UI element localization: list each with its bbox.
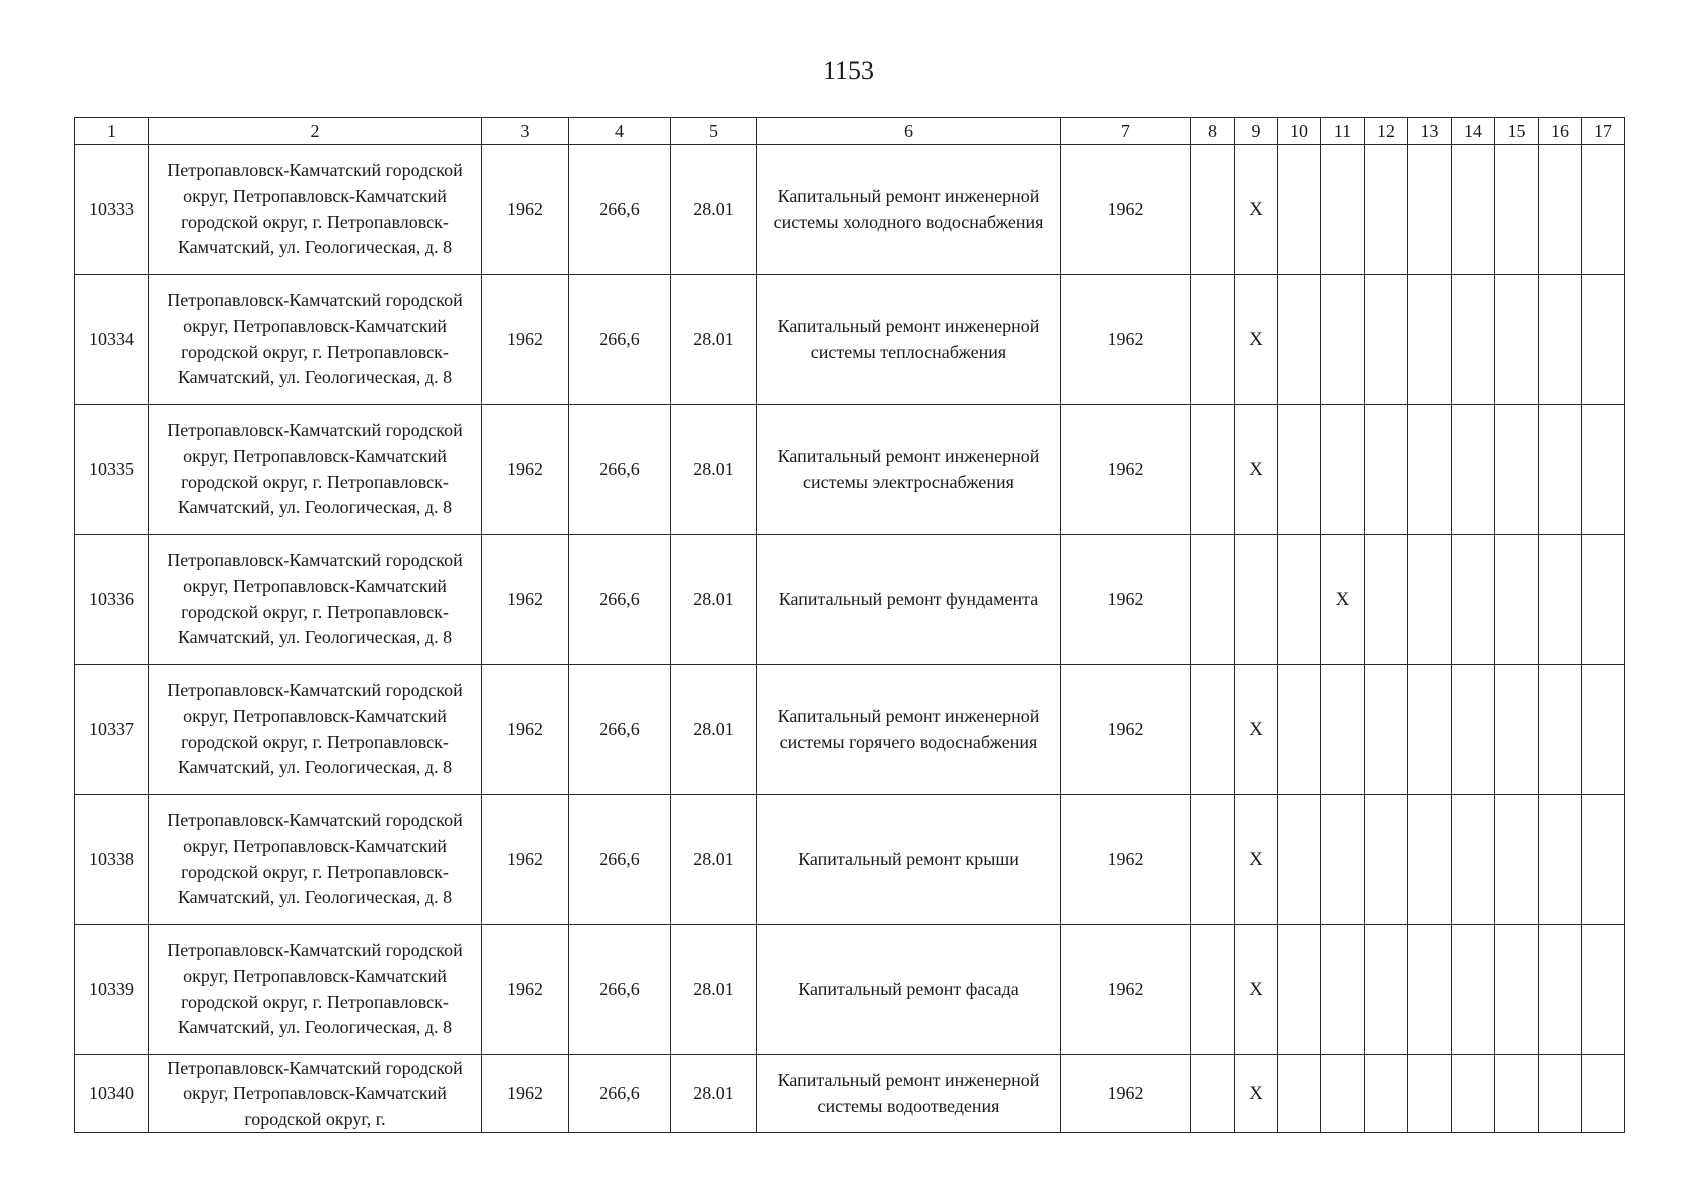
work-type-cell: Капитальный ремонт инженерной системы холодного водоснабжения	[757, 145, 1061, 275]
mark-cell-col-14	[1452, 925, 1495, 1055]
mark-cell-col-9	[1235, 535, 1278, 665]
year-cell-2: 1962	[1061, 145, 1191, 275]
mark-cell-col-14	[1452, 145, 1495, 275]
mark-cell-col-15	[1495, 405, 1539, 535]
area-cell: 266,6	[569, 145, 671, 275]
column-header-3: 3	[482, 118, 569, 145]
mark-cell-col-11	[1321, 405, 1365, 535]
mark-cell-col-12	[1365, 405, 1408, 535]
row-number: 10335	[75, 405, 149, 535]
column-header-1: 1	[75, 118, 149, 145]
work-type-cell: Капитальный ремонт инженерной системы теплоснабжения	[757, 275, 1061, 405]
mark-cell-col-12	[1365, 665, 1408, 795]
column-header-2: 2	[149, 118, 482, 145]
mark-cell-col-15	[1495, 275, 1539, 405]
mark-cell-col-11	[1321, 145, 1365, 275]
address-text: Петропавловск-Камчатский городской округ, Петропавловск-Камчатский городской округ, г. Петропавловск-Камчатский, ул. Геологическая, д. 8	[167, 160, 463, 258]
mark-cell-col-15	[1495, 665, 1539, 795]
mark-cell-col-15	[1495, 1055, 1539, 1133]
table-row	[75, 145, 1625, 275]
mark-cell-col-12	[1365, 145, 1408, 275]
mark-cell-col-8	[1191, 925, 1235, 1055]
row-number: 10339	[75, 925, 149, 1055]
work-type-cell: Капитальный ремонт инженерной системы водоотведения	[757, 1055, 1061, 1133]
mark-cell-col-14	[1452, 1055, 1495, 1133]
mark-cell-col-10	[1278, 665, 1321, 795]
table-row	[75, 405, 1625, 535]
column-header-5: 5	[671, 118, 757, 145]
table-body	[75, 145, 1625, 1133]
row-number: 10338	[75, 795, 149, 925]
address-cell	[149, 535, 482, 665]
mark-cell-col-12	[1365, 925, 1408, 1055]
mark-cell-col-9: X	[1235, 275, 1278, 405]
column-header-7: 7	[1061, 118, 1191, 145]
column-header-13: 13	[1408, 118, 1452, 145]
mark-cell-col-15	[1495, 925, 1539, 1055]
table-row	[75, 925, 1625, 1055]
address-cell	[149, 1055, 482, 1133]
row-number: 10334	[75, 275, 149, 405]
year-cell: 1962	[482, 145, 569, 275]
mark-cell-col-15	[1495, 535, 1539, 665]
mark-cell-col-14	[1452, 665, 1495, 795]
address-text: Петропавловск-Камчатский городской округ, Петропавловск-Камчатский городской округ, г. Петропавловск-Камчатский, ул. Геологическая, д. 8	[167, 550, 463, 648]
mark-cell-col-13	[1408, 275, 1452, 405]
mark-cell-col-13	[1408, 1055, 1452, 1133]
year-cell-2: 1962	[1061, 1055, 1191, 1133]
mark-cell-col-11	[1321, 1055, 1365, 1133]
address-text: Петропавловск-Камчатский городской округ, Петропавловск-Камчатский городской округ, г. Петропавловск-Камчатский, ул. Геологическая, д. 8	[167, 680, 463, 778]
mark-cell-col-13	[1408, 535, 1452, 665]
mark-cell-col-11	[1321, 925, 1365, 1055]
mark-cell-col-12	[1365, 795, 1408, 925]
mark-cell-col-11	[1321, 795, 1365, 925]
mark-cell-col-16	[1539, 1055, 1582, 1133]
mark-cell-col-9: X	[1235, 925, 1278, 1055]
mark-cell-col-17	[1582, 665, 1625, 795]
mark-cell-col-16	[1539, 665, 1582, 795]
area-cell: 266,6	[569, 275, 671, 405]
year-cell-2: 1962	[1061, 275, 1191, 405]
row-number: 10337	[75, 665, 149, 795]
year-cell-2: 1962	[1061, 665, 1191, 795]
work-type-cell: Капитальный ремонт инженерной системы электроснабжения	[757, 405, 1061, 535]
column-header-14: 14	[1452, 118, 1495, 145]
mark-cell-col-8	[1191, 535, 1235, 665]
mark-cell-col-8	[1191, 145, 1235, 275]
address-text: Петропавловск-Камчатский городской округ, Петропавловск-Камчатский городской округ, г. Петропавловск-Камчатский, ул. Геологическая, д. 8	[167, 810, 463, 908]
address-cell	[149, 145, 482, 275]
mark-cell-col-10	[1278, 795, 1321, 925]
area-cell: 266,6	[569, 535, 671, 665]
work-type-cell: Капитальный ремонт крыши	[757, 795, 1061, 925]
mark-cell-col-16	[1539, 535, 1582, 665]
address-text: Петропавловск-Камчатский городской округ, Петропавловск-Камчатский городской округ, г. Петропавловск-Камчатский, ул. Геологическая, д. 8	[167, 290, 463, 388]
year-cell: 1962	[482, 275, 569, 405]
mark-cell-col-10	[1278, 405, 1321, 535]
mark-cell-col-17	[1582, 145, 1625, 275]
row-number: 10336	[75, 535, 149, 665]
year-cell: 1962	[482, 405, 569, 535]
mark-cell-col-8	[1191, 275, 1235, 405]
column-header-10: 10	[1278, 118, 1321, 145]
address-cell	[149, 795, 482, 925]
mark-cell-col-11: X	[1321, 535, 1365, 665]
address-text: Петропавловск-Камчатский городской округ, Петропавловск-Камчатский городской округ, г.	[167, 1057, 463, 1129]
year-cell: 1962	[482, 535, 569, 665]
table-row	[75, 275, 1625, 405]
year-cell-2: 1962	[1061, 535, 1191, 665]
code-cell: 28.01	[671, 275, 757, 405]
column-header-9: 9	[1235, 118, 1278, 145]
mark-cell-col-8	[1191, 665, 1235, 795]
mark-cell-col-9: X	[1235, 665, 1278, 795]
mark-cell-col-8	[1191, 1055, 1235, 1133]
table-row	[75, 665, 1625, 795]
column-header-12: 12	[1365, 118, 1408, 145]
code-cell: 28.01	[671, 665, 757, 795]
address-text: Петропавловск-Камчатский городской округ, Петропавловск-Камчатский городской округ, г. Петропавловск-Камчатский, ул. Геологическая, д. 8	[167, 420, 463, 518]
address-text: Петропавловск-Камчатский городской округ, Петропавловск-Камчатский городской округ, г. Петропавловск-Камчатский, ул. Геологическая, д. 8	[167, 940, 463, 1038]
area-cell: 266,6	[569, 925, 671, 1055]
column-header-4: 4	[569, 118, 671, 145]
column-header-15: 15	[1495, 118, 1539, 145]
code-cell: 28.01	[671, 1055, 757, 1133]
page-number: 1153	[822, 56, 875, 85]
mark-cell-col-15	[1495, 145, 1539, 275]
mark-cell-col-12	[1365, 1055, 1408, 1133]
mark-cell-col-16	[1539, 795, 1582, 925]
column-header-6: 6	[757, 118, 1061, 145]
mark-cell-col-10	[1278, 145, 1321, 275]
mark-cell-col-16	[1539, 275, 1582, 405]
area-cell: 266,6	[569, 405, 671, 535]
mark-cell-col-14	[1452, 405, 1495, 535]
row-number: 10340	[75, 1055, 149, 1133]
mark-cell-col-10	[1278, 535, 1321, 665]
register-table	[74, 117, 1625, 1133]
row-number: 10333	[75, 145, 149, 275]
table-row	[75, 535, 1625, 665]
mark-cell-col-8	[1191, 405, 1235, 535]
code-cell: 28.01	[671, 405, 757, 535]
mark-cell-col-11	[1321, 275, 1365, 405]
code-cell: 28.01	[671, 795, 757, 925]
code-cell: 28.01	[671, 535, 757, 665]
table-row	[75, 1055, 1625, 1133]
mark-cell-col-9: X	[1235, 145, 1278, 275]
address-cell	[149, 275, 482, 405]
year-cell-2: 1962	[1061, 925, 1191, 1055]
year-cell: 1962	[482, 925, 569, 1055]
mark-cell-col-11	[1321, 665, 1365, 795]
area-cell: 266,6	[569, 1055, 671, 1133]
mark-cell-col-14	[1452, 535, 1495, 665]
column-header-8: 8	[1191, 118, 1235, 145]
mark-cell-col-16	[1539, 405, 1582, 535]
mark-cell-col-16	[1539, 145, 1582, 275]
mark-cell-col-9: X	[1235, 795, 1278, 925]
column-header-16: 16	[1539, 118, 1582, 145]
year-cell-2: 1962	[1061, 795, 1191, 925]
mark-cell-col-14	[1452, 795, 1495, 925]
mark-cell-col-15	[1495, 795, 1539, 925]
mark-cell-col-17	[1582, 925, 1625, 1055]
code-cell: 28.01	[671, 925, 757, 1055]
work-type-cell: Капитальный ремонт инженерной системы горячего водоснабжения	[757, 665, 1061, 795]
year-cell: 1962	[482, 665, 569, 795]
mark-cell-col-17	[1582, 1055, 1625, 1133]
table-header	[75, 118, 1625, 145]
address-cell	[149, 405, 482, 535]
table-row	[75, 795, 1625, 925]
mark-cell-col-10	[1278, 1055, 1321, 1133]
mark-cell-col-10	[1278, 925, 1321, 1055]
mark-cell-col-13	[1408, 145, 1452, 275]
mark-cell-col-9: X	[1235, 1055, 1278, 1133]
mark-cell-col-17	[1582, 275, 1625, 405]
header-row	[75, 118, 1625, 145]
column-header-17: 17	[1582, 118, 1625, 145]
area-cell: 266,6	[569, 665, 671, 795]
code-cell: 28.01	[671, 145, 757, 275]
mark-cell-col-12	[1365, 275, 1408, 405]
mark-cell-col-13	[1408, 665, 1452, 795]
work-type-cell: Капитальный ремонт фундамента	[757, 535, 1061, 665]
year-cell-2: 1962	[1061, 405, 1191, 535]
address-cell	[149, 665, 482, 795]
area-cell: 266,6	[569, 795, 671, 925]
column-header-11: 11	[1321, 118, 1365, 145]
mark-cell-col-13	[1408, 405, 1452, 535]
mark-cell-col-9: X	[1235, 405, 1278, 535]
mark-cell-col-8	[1191, 795, 1235, 925]
year-cell: 1962	[482, 795, 569, 925]
address-cell	[149, 925, 482, 1055]
year-cell: 1962	[482, 1055, 569, 1133]
mark-cell-col-14	[1452, 275, 1495, 405]
mark-cell-col-10	[1278, 275, 1321, 405]
mark-cell-col-17	[1582, 795, 1625, 925]
mark-cell-col-12	[1365, 535, 1408, 665]
work-type-cell: Капитальный ремонт фасада	[757, 925, 1061, 1055]
mark-cell-col-13	[1408, 795, 1452, 925]
mark-cell-col-17	[1582, 405, 1625, 535]
mark-cell-col-13	[1408, 925, 1452, 1055]
mark-cell-col-16	[1539, 925, 1582, 1055]
mark-cell-col-17	[1582, 535, 1625, 665]
